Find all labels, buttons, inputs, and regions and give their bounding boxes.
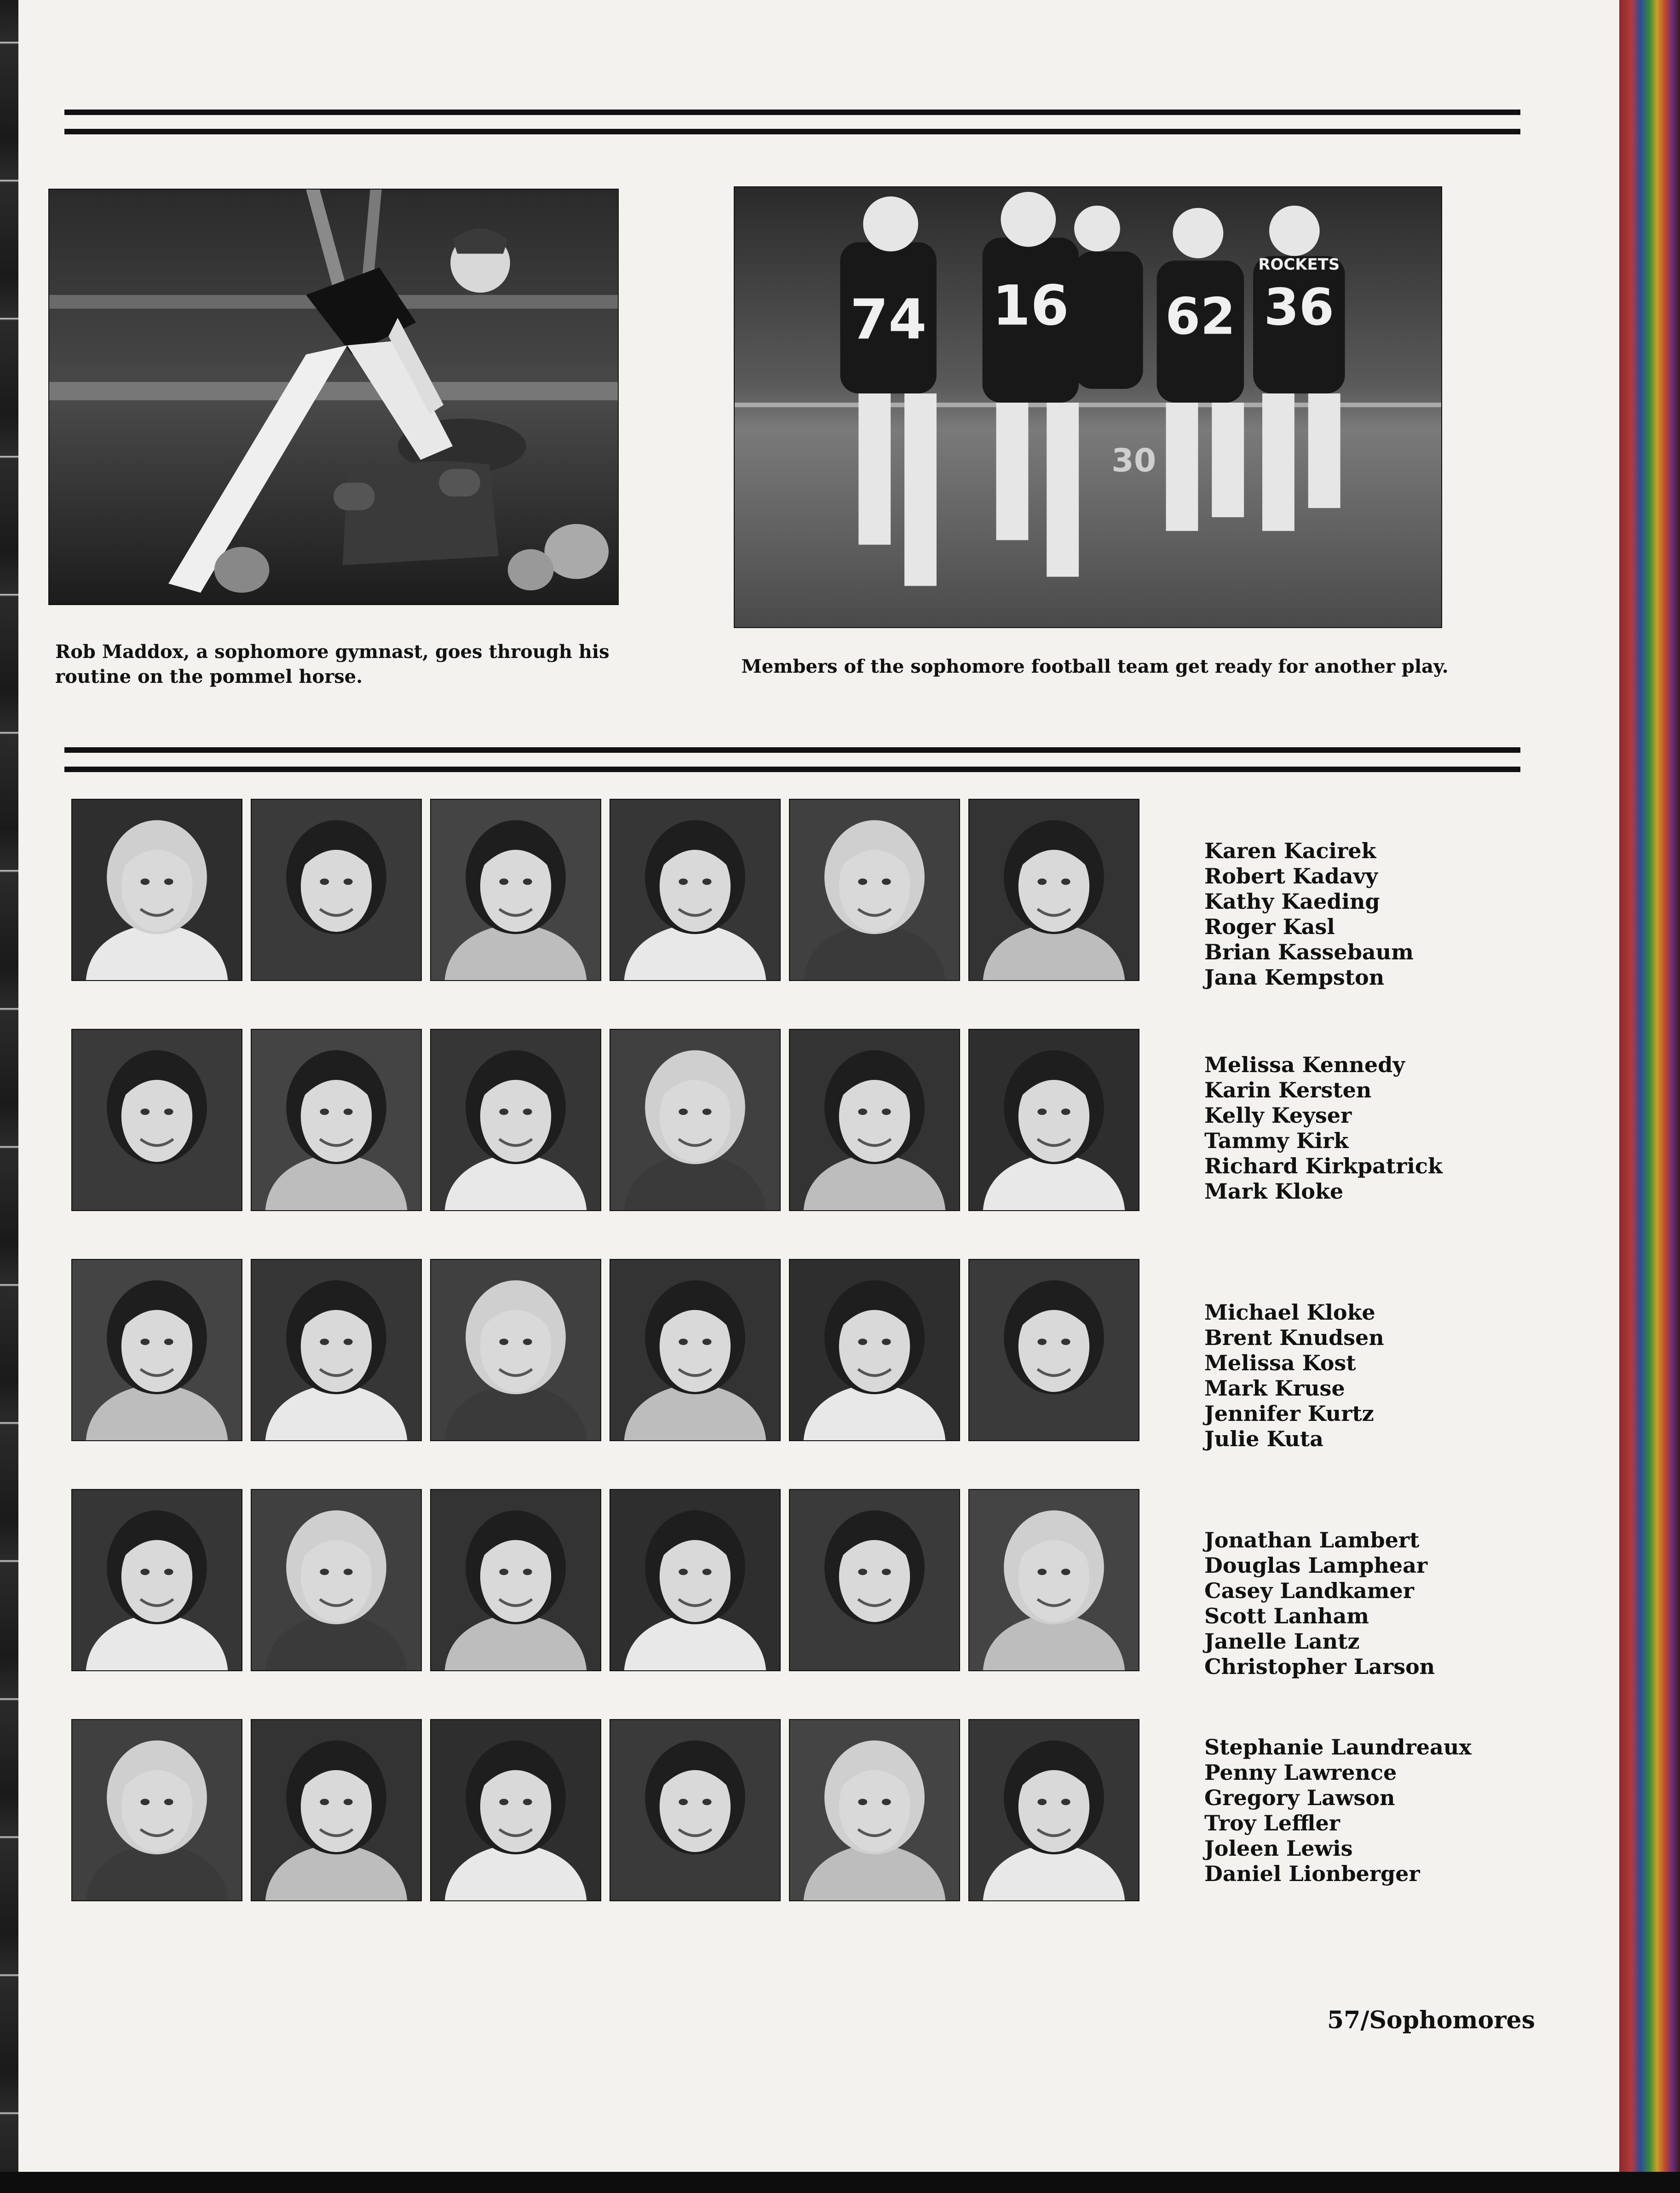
- bottom-edge: [0, 2172, 1680, 2193]
- student-name: Mark Kruse: [1204, 1376, 1345, 1401]
- student-name: Richard Kirkpatrick: [1204, 1154, 1443, 1178]
- student-portrait: [610, 1489, 781, 1671]
- student-portrait: [71, 1489, 242, 1671]
- student-portrait: [968, 1029, 1139, 1211]
- middle-rule-1: [64, 747, 1520, 753]
- student-portrait: [430, 1719, 601, 1901]
- student-portrait: [430, 1029, 601, 1211]
- jersey-number-2: 16: [992, 274, 1069, 338]
- gymnast-caption: Rob Maddox, a sophomore gymnast, goes through his routine on the pommel horse.: [55, 641, 610, 687]
- gymnast-photo: [48, 189, 619, 605]
- student-name: Kathy Kaeding: [1204, 889, 1380, 914]
- jersey-number-1: 74: [850, 288, 927, 352]
- name-group: [1204, 838, 1526, 990]
- student-portrait: [430, 1489, 601, 1671]
- name-group: [1204, 1052, 1526, 1204]
- name-group: [1204, 1528, 1526, 1679]
- student-portrait: [430, 1259, 601, 1441]
- yearbook-page: [18, 0, 1619, 2172]
- student-portrait: [968, 1259, 1139, 1441]
- jersey-team-text: ROCKETS: [1258, 255, 1340, 274]
- jersey-number-3: 62: [1165, 287, 1236, 346]
- student-name: Joleen Lewis: [1204, 1836, 1353, 1861]
- student-name: Melissa Kennedy: [1204, 1052, 1405, 1077]
- student-name: Mark Kloke: [1204, 1179, 1344, 1204]
- name-group: [1204, 1300, 1526, 1452]
- student-name: Tammy Kirk: [1204, 1128, 1349, 1153]
- binding-edge: [0, 0, 18, 2193]
- student-portrait: [251, 1029, 422, 1211]
- student-portrait: [789, 1719, 960, 1901]
- student-portrait: [789, 799, 960, 981]
- student-name: Karin Kersten: [1204, 1078, 1372, 1102]
- page-folio: 57/Sophomores: [1327, 2006, 1535, 2034]
- student-name: Penny Lawrence: [1204, 1760, 1397, 1785]
- student-name: Douglas Lamphear: [1204, 1553, 1428, 1578]
- student-portrait: [251, 1259, 422, 1441]
- student-portrait: [71, 1719, 242, 1901]
- student-name: Troy Leffler: [1204, 1811, 1341, 1835]
- student-name: Jennifer Kurtz: [1204, 1401, 1374, 1426]
- student-name: Brian Kassebaum: [1204, 940, 1414, 964]
- student-portrait: [968, 1489, 1139, 1671]
- top-rule-2: [64, 129, 1520, 134]
- jersey-number-5: 30: [1111, 442, 1156, 479]
- student-name: Daniel Lionberger: [1204, 1861, 1420, 1886]
- student-name: Jana Kempston: [1204, 965, 1385, 990]
- student-name: Roger Kasl: [1204, 914, 1335, 939]
- student-portrait: [71, 1259, 242, 1441]
- student-name: Michael Kloke: [1204, 1300, 1375, 1325]
- student-portrait: [610, 1029, 781, 1211]
- student-name: Kelly Keyser: [1204, 1103, 1352, 1128]
- student-name: Janelle Lantz: [1204, 1629, 1360, 1654]
- student-portrait: [251, 799, 422, 981]
- student-portrait: [251, 1489, 422, 1671]
- student-portrait: [71, 799, 242, 981]
- student-portrait: [789, 1259, 960, 1441]
- student-portrait: [251, 1719, 422, 1901]
- student-name: Jonathan Lambert: [1204, 1528, 1420, 1552]
- top-rule-1: [64, 110, 1520, 115]
- name-group: [1204, 1735, 1526, 1887]
- student-name: Karen Kacirek: [1204, 838, 1376, 863]
- student-portrait: [968, 1719, 1139, 1901]
- football-photo: [734, 186, 1442, 628]
- student-portrait: [789, 1489, 960, 1671]
- student-portrait: [610, 799, 781, 981]
- football-caption: Members of the sophomore football team get ready for another play.: [741, 656, 1449, 677]
- middle-rule-2: [64, 767, 1520, 772]
- student-portrait: [610, 1259, 781, 1441]
- student-name: Scott Lanham: [1204, 1604, 1369, 1628]
- student-name: Julie Kuta: [1204, 1426, 1323, 1451]
- student-portrait: [71, 1029, 242, 1211]
- student-portrait: [610, 1719, 781, 1901]
- student-portrait: [968, 799, 1139, 981]
- student-name: Stephanie Laundreaux: [1204, 1735, 1472, 1760]
- student-name: Christopher Larson: [1204, 1654, 1435, 1679]
- student-name: Casey Landkamer: [1204, 1578, 1414, 1603]
- student-portrait: [789, 1029, 960, 1211]
- student-name: Gregory Lawson: [1204, 1785, 1395, 1810]
- student-portrait: [430, 799, 601, 981]
- page-spine-edge: [1619, 0, 1680, 2193]
- student-name: Robert Kadavy: [1204, 864, 1378, 889]
- student-name: Brent Knudsen: [1204, 1325, 1384, 1350]
- jersey-number-4: 36: [1264, 277, 1335, 337]
- student-name: Melissa Kost: [1204, 1350, 1356, 1375]
